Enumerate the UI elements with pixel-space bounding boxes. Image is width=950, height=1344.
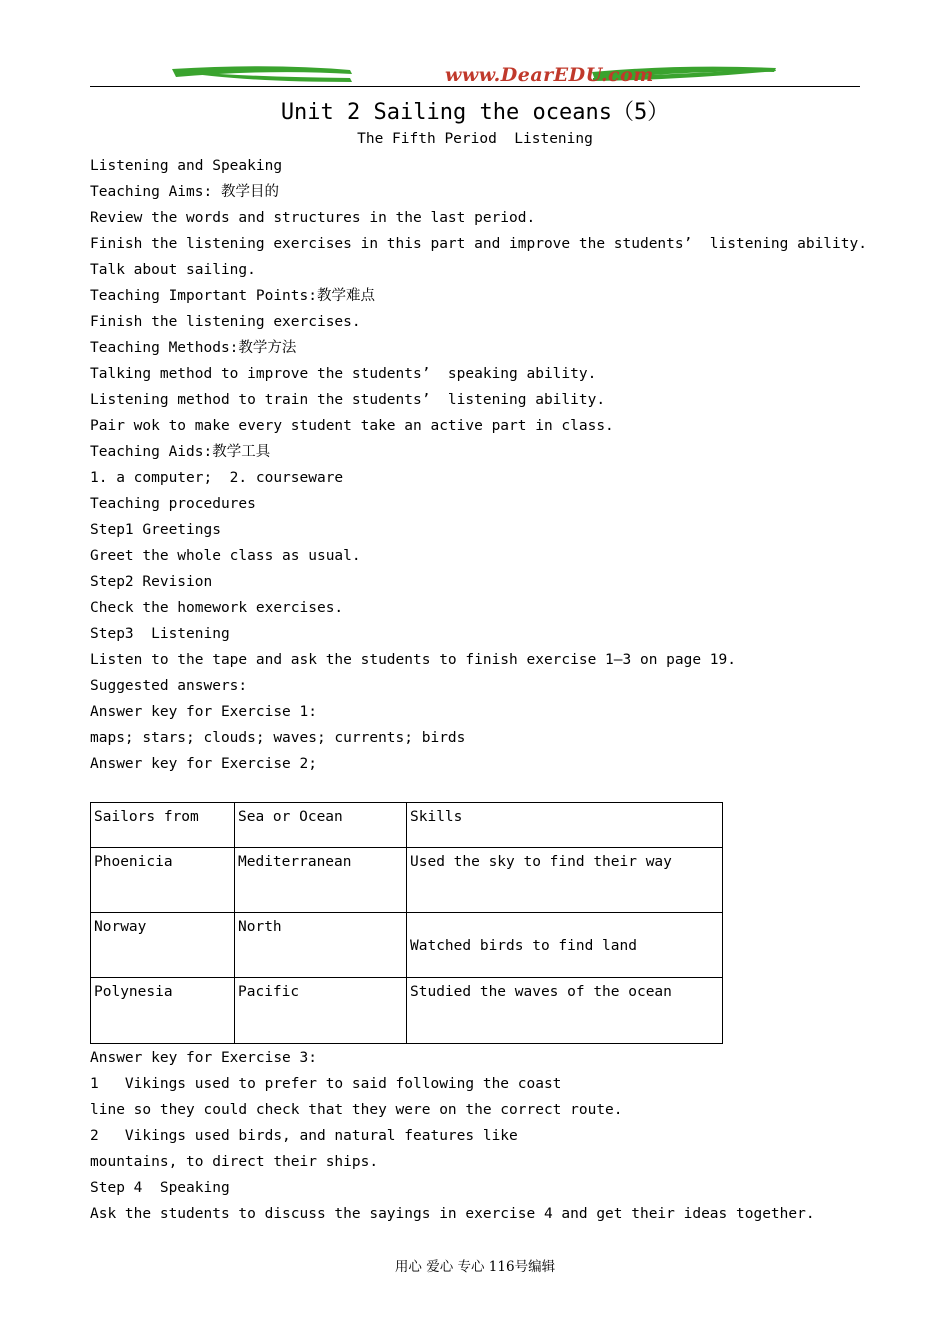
table-cell: North [235,913,407,978]
table-cell: Norway [91,913,235,978]
header-divider [90,86,860,87]
text-line: Listening and Speaking [90,158,283,174]
text-line: Talking method to improve the students’ speaking ability. [90,366,597,382]
table-cell: Pacific [235,978,407,1044]
table-cell: Phoenicia [91,848,235,913]
lesson-body-continued [90,1045,860,1227]
table-row [91,978,723,1044]
text-line: Step1 Greetings [90,522,221,538]
text-line: Greet the whole class as usual. [90,548,361,564]
text-line: Listening method to train the students’ listening ability. [90,392,606,408]
page-subtitle: The Fifth Period Listening [357,131,593,147]
page-title: Unit 2 Sailing the oceans（5） [280,100,670,125]
table-header-row [91,803,723,848]
lesson-body [90,153,867,777]
text-line: Step3 Listening [90,626,230,642]
table-cell: Studied the waves of the ocean [407,978,723,1044]
text-line: maps; stars; clouds; waves; currents; birds [90,730,466,746]
text-line: Talk about sailing. [90,262,256,278]
table-row [91,913,723,978]
text-line: Check the homework exercises. [90,600,344,616]
text-line: line so they could check that they were on the correct route. [90,1102,623,1118]
table-header-cell: Skills [407,803,723,848]
text-line: Suggested answers: [90,678,248,694]
table-header-cell: Sea or Ocean [235,803,407,848]
text-line: Answer key for Exercise 3: [90,1050,317,1066]
text-line: Teaching procedures [90,496,256,512]
text-line: mountains, to direct their ships. [90,1154,379,1170]
text-line: Answer key for Exercise 1: [90,704,317,720]
table-cell: Watched birds to find land [407,913,723,978]
text-line: Teaching Aids:教学工具 [90,444,271,460]
text-line: Pair wok to make every student take an active part in class. [90,418,614,434]
text-line: Teaching Important Points:教学难点 [90,288,375,304]
text-line: Ask the students to discuss the sayings in exercise 4 and get their ideas together. [90,1206,815,1222]
text-line: Answer key for Exercise 2; [90,756,317,772]
text-line: Step 4 Speaking [90,1180,230,1196]
table-row [91,848,723,913]
text-line: Teaching Aims: 教学目的 [90,184,279,200]
table-header-cell: Sailors from [91,803,235,848]
page-footer: 用心 爱心 专心 116号编辑 [394,1259,556,1275]
text-line: 2 Vikings used birds, and natural features like [90,1128,518,1144]
site-logo: www.DearEDU.com [445,64,654,86]
text-line: 1 Vikings used to prefer to said following the coast [90,1076,562,1092]
text-line: Finish the listening exercises. [90,314,361,330]
text-line: Teaching Methods:教学方法 [90,340,297,356]
text-line: 1. a computer; 2. courseware [90,470,344,486]
table-cell: Polynesia [91,978,235,1044]
text-line: Finish the listening exercises in this part and improve the students’ listening ability. [90,236,867,252]
text-line: Review the words and structures in the last period. [90,210,536,226]
table-cell: Mediterranean [235,848,407,913]
exercise-2-table [90,802,723,1044]
table-cell: Used the sky to find their way [407,848,723,913]
text-line: Listen to the tape and ask the students to finish exercise 1—3 on page 19. [90,652,737,668]
text-line: Step2 Revision [90,574,213,590]
